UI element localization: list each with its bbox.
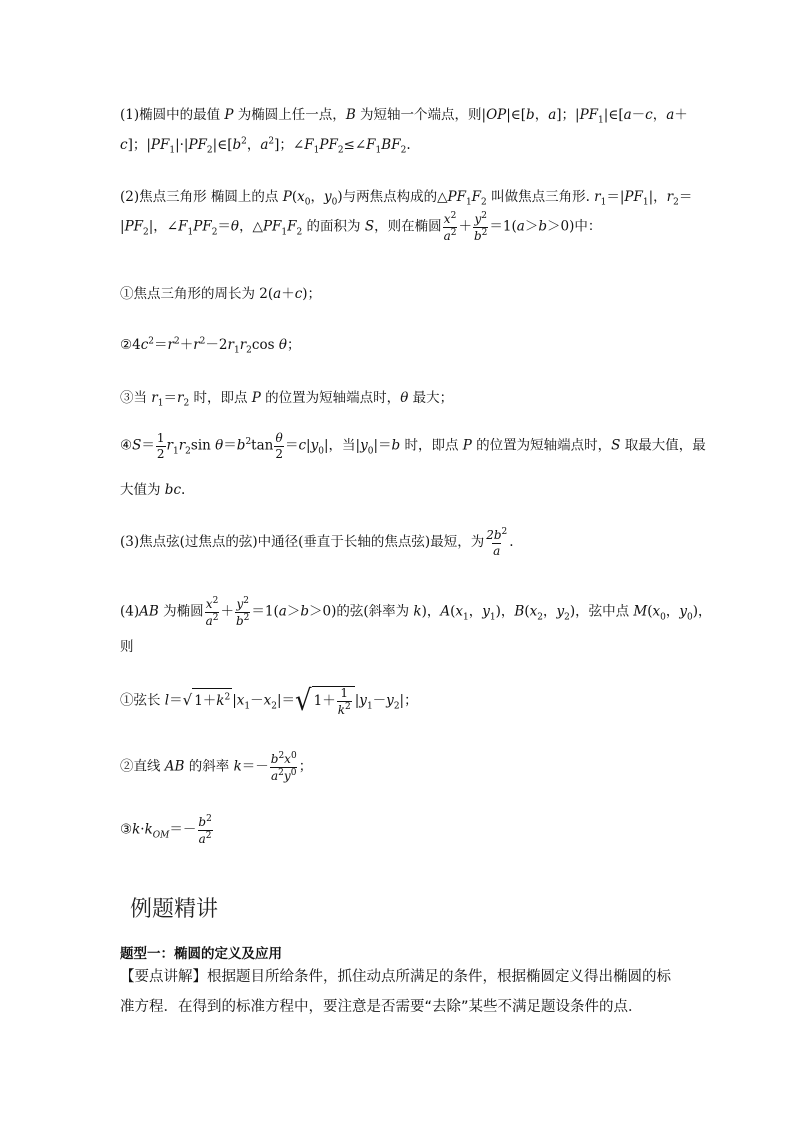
item-2: $②4c^2=r^2+r^2-2r_1r_2\cos$ θ； <box>120 336 301 356</box>
fraction-x2-a2: $\frac{x^2}{a^2}$ <box>443 211 457 243</box>
question-type-title: 题型一：椭圆的定义及应用 <box>120 946 282 962</box>
section4-item-1: ①弦长 l＝√ $1+k^2$ $|x_1-x_2|=√$ 1＋ $\frac{1}{k^2}$ $|y_1-y_2|$； <box>120 684 418 718</box>
fraction-y2-b2: $\frac{y^2}{b^2}$ <box>473 211 488 243</box>
key-points-paragraph: 【要点讲解】根据题目所给条件，抓住动点所满足的条件，根据椭圆定义得出椭圆的标准方程．在得到的标准方程中，要注意是否需要“去除”某些不满足题设条件的点． <box>120 969 671 1015</box>
item-4-line2: 大值为 bc. <box>120 482 186 498</box>
section3-line: (3)焦点弦(过焦点的弦)中通径(垂直于长轴的焦点弦)最短，为 $\frac{2b^2}{a}$ . <box>120 527 514 558</box>
section4-item-3: $③k\cdot k_{OM}=-$ $\frac{b^2}{a^2}$ <box>120 814 212 846</box>
section1-line2: c]；$|PF_1|\cdot|PF_2|\in[b^2$，$a^2$]；$\angle F_1PF_2\le\angle F_1BF_2$. <box>120 136 411 156</box>
section-heading: 例题精讲 <box>130 897 219 922</box>
section2-line1: (2)焦点三角形 椭圆上的点 $P(x_0$，$y_0$)与两焦点构成的$\triangle PF_1F_2$ 叫做焦点三角形. $r_1=|PF_1|$，$r_2=$ <box>120 189 693 208</box>
item-1: ①焦点三角形的周长为 2(a＋c)； <box>120 286 322 302</box>
fraction-y2-b2-b: $\frac{y^2}{b^2}$ <box>235 596 250 628</box>
section2-line2: $|PF_2|$，$\angle F_1PF_2=\theta$，$\triangle PF_1F_2$ 的面积为 S，则在椭圆 $\frac{x^2}{a^2}$ ＋ $\frac{y^2}{b^2}$ ＝1(a＞b＞0)中： <box>120 211 602 243</box>
fraction-one-half: $\frac{1}{2}$ <box>156 431 165 461</box>
fraction-2b2-a: $\frac{2b^2}{a}$ <box>486 527 508 558</box>
fraction-theta-half: $\frac{\theta}{2}$ <box>275 431 283 461</box>
section1-line1: (1)椭圆中的最值 P 为椭圆上任一点，B 为短轴一个端点，则|OP|∈[b，a]；$|PF_1|\in[a-c$，a＋ <box>120 107 688 126</box>
fraction-x2-a2-b: $\frac{x^2}{a^2}$ <box>205 596 219 628</box>
section4-line1: (4)AB 为椭圆 $\frac{x^2}{a^2}$ ＋ $\frac{y^2}{b^2}$ ＝1(a＞b＞0)的弦(斜率为 k)，$A(x_1$，$y_1$)，$B(x_2$，$y_2$)，弦中点 $M(x_0$，$y_0$)， <box>120 596 712 628</box>
fraction-slope: $\frac{b^2x^0}{a^2y^0}$ <box>270 751 297 783</box>
section4-line2: 则 <box>120 639 134 655</box>
section4-item-2: ②直线 AB 的斜率 k＝－ $\frac{b^2x^0}{a^2y^0}$ ； <box>120 751 313 783</box>
item-4-line1: ④S＝ $\frac{1}{2}$ $r_1r_2\sin$ $\theta=b^2\tan$ $\frac{\theta}{2}$ $=c|y_0|$，当$|y_0|=b$ 时，即点 P 的位置为短轴端点时，S 取最大值，最 <box>120 431 706 461</box>
item-3: ③当 $r_1=r_2$ 时，即点 P 的位置为短轴端点时，θ 最大； <box>120 390 454 409</box>
fraction-b2-a2: $\frac{b^2}{a^2}$ <box>198 814 212 846</box>
fraction-1-k2: $\frac{1}{k^2}$ <box>337 686 351 717</box>
